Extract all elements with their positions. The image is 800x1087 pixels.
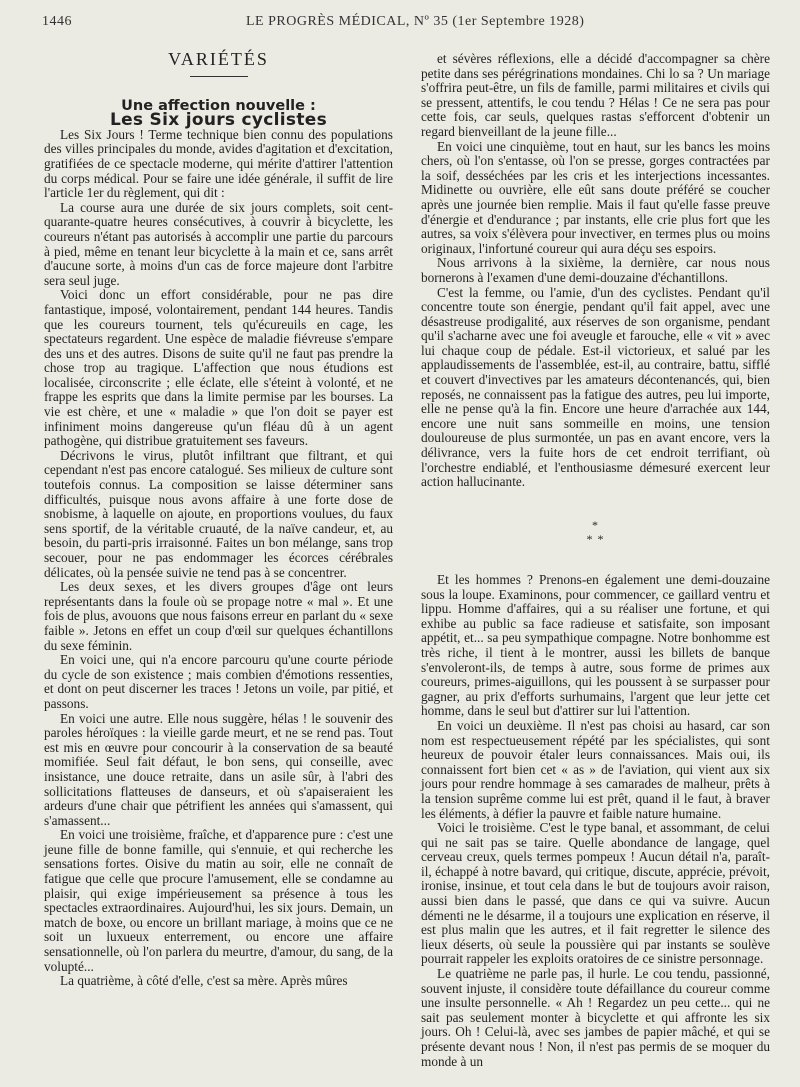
body-paragraph: Nous arrivons à la sixième, la dernière, car nous nous bornerons à l'examen d'une demi-douzaine d'échantillons.	[421, 255, 770, 285]
body-paragraph: La quatrième, à côté d'elle, c'est sa mère. Après mûres	[60, 973, 348, 989]
section-separator: * * *	[586, 517, 605, 547]
body-paragraph: Les Six Jours ! Terme technique bien connu des populations des villes principales du monde, avides d'agitation et d'excitation, gratifiées de ce spectacle moderne, qui mérite d'attirer l'attention du corps médical. Pour se faire une idée générale, il suffit de lire l'article 1er du règlement, qui dit :	[44, 126, 393, 201]
article-subtitle: Une affection nouvelle :	[121, 97, 316, 114]
body-paragraph: Voici donc un effort considérable, pour ne pas dire fantastique, imposé, volontairement, pendant 144 heures. Tandis que les coureurs tournent, tels qu'écureuils en cage, les spectateurs regardent. Une espèce de maladie fiévreuse s'empare des uns et des autres. Disons de suite qu'il ne faut pas prendre la chose trop au tragique. L'affection que nous étudions est localisée, circonscrite ; elle éclate, elle s'éteint à volonté, et ne frappe les esprits que dans la limite permise par les bourses. La vie est chère, et une « maladie » que l'on doit se payer est infiniment moins dangereuse qu'un fléau dû à un agent pathogène, qui distribue gratuitement ses faveurs.	[44, 287, 393, 449]
running-header	[0, 14, 800, 36]
body-paragraph: et sévères réflexions, elle a décidé d'accompagner sa chère petite dans ses pérégrinations mondaines. Chi lo sa ? Un mariage s'offrira peut-être, un fils de famille, parmi militaires et civils qui se pressent, attentifs, le cou tendu ? Hélas ! Ce ne sera pas pour cette fois, car seuls, quelques rastas s'efforcent d'obtenir un regard bienveillant de la jeune fille...	[421, 51, 770, 139]
body-paragraph: En voici une troisième, fraîche, et d'apparence pure : c'est une jeune fille de bonne famille, qui s'ennuie, et qui recherche les sensations fortes. Oisive du matin au soir, elle ne connaît de fatigue que celle que procure l'amusement, elle se condamne au plaisir, qui exige impérieusement sa présence à tous les spectacles extraordinaires. Aujourd'hui, les six jours. Demain, un match de boxe, ou encore un brillant mariage, à moins que ce ne soit un luxueux enterrement, ou encore une affaire sensationnelle, où l'on parlera du meurtre, d'amour, du sang, de la volupté...	[44, 827, 393, 974]
body-paragraph: C'est la femme, ou l'amie, d'un des cyclistes. Pendant qu'il concentre toute son énergie, pendant qu'il fait appel, avec une désastreuse prodigalité, aux réserves de son organisme, pendant qu'il s'acharne avec une foi aveugle et farouche, elle « vit » avec lui chaque coup de pédale. Est-il victorieux, et salué par les applaudissements de l'assemblée, est-il, au contraire, battu, sifflé et couvert d'invectives par les amateurs décontenancés, qui, bien reposés, ne connaissent pas la fatigue des autres, peu lui importe, elle ne pense qu'à la fin. Encore une heure d'arrachée aux 144, encore une nuit sans sommeille en moins, une tension douloureuse de plus surmontée, un pas en avant encore, vers la délivrance, vers la fuite hors de cet endroit terrifiant, où l'orchestre endiablé, et l'enthousiasme démesuré exercent leur action hallucinante.	[421, 284, 770, 490]
body-paragraph: En voici une cinquième, tout en haut, sur les bancs les moins chers, où l'on s'entasse, où l'on se presse, gorges contractées par la soif, desséchées par les cris et les interjections incessantes. Midinette ou ouvrière, elle eût sans doute préféré se coucher après une journée bien remplie. Mais il faut qu'elle fasse preuve d'énergie et d'endurance ; par instants, elle crie plus fort que les autres, sa voix s'élèvera pour invectiver, en termes plus ou moins originaux, l'infortuné coureur qui aura déçu ses espoirs.	[421, 138, 770, 256]
body-paragraph: En voici un deuxième. Il n'est pas choisi au hasard, car son nom est respectueusement répété par les spécialistes, qui sont heureux de pouvoir étaler leurs connaissances. Mais oui, ils connaissent fort bien cet « as » de l'aviation, qui vient aux six jours pour rendre hommage à ses camarades de malheur, prêts à la tension suprême comme lui est prêt, quand il le faut, à braver les éléments, à défier la pauvre et faible nature humaine.	[421, 717, 770, 821]
left-column	[44, 49, 393, 989]
section-heading: VARIÉTÉS	[168, 49, 269, 69]
heading-rule	[190, 76, 248, 77]
body-paragraph: La course aura une durée de six jours complets, soit cent-quarante-quatre heures consécutives, à couvrir à bicyclette, les coureurs n'étant pas autorisés à accomplir une partie du parcours à pied, même en tenant leur bicyclette à la main et ce, sans arrêt d'aucune sorte, à moins d'un cas de force majeure dont l'arbitre sera seul juge.	[44, 199, 393, 288]
body-paragraph: Le quatrième ne parle pas, il hurle. Le cou tendu, passionné, souvent injuste, il considère toute défaillance du coureur comme une insulte personnelle. « Ah ! Regardez un peu cette... qui ne sait pas seulement monter à bicyclette et qui affronte les six jours. Oh ! Celui-là, avec ses jambes de papier mâché, et qui se présente devant nous ! Non, il n'est pas permis de se moquer du monde à un	[421, 966, 770, 1069]
running-title: LE PROGRÈS MÉDICAL, Nº 35 (1er Septembre 1928)	[246, 14, 585, 29]
body-paragraph: En voici une autre. Elle nous suggère, hélas ! le souvenir des paroles héroïques : la vieille garde meurt, et ne se rend pas. Tout est mis en œuvre pour concourir à la conservation de sa beauté momifiée. Seul fait défaut, le bon sens, qui conseille, avec insistance, une douce retraite, dans un asile sûr, à l'abri des sollicitations flatteuses de danseurs, et où s'apaiseraient les ardeurs d'une chair que pétrifient les années qui s'amassent, qui s'amassent...	[44, 710, 393, 828]
article-title: Les Six jours cyclistes	[109, 110, 328, 131]
body-paragraph: Les deux sexes, et les divers groupes d'âge ont leurs représentants dans la foule où se propage notre « mal ». Et une fois de plus, avouons que nous faisons erreur en parlant du « sexe faible ». Jetons en effet un coup d'œil sur quelques échantillons du sexe féminin.	[44, 579, 393, 653]
page-number: 1446	[42, 14, 72, 29]
body-paragraph: Décrivons le virus, plutôt infiltrant que filtrant, et qui cependant n'est pas encore catalogué. Ses milieux de culture sont toutefois connus. La composition se laisse déterminer sans difficultés, puisque nous avons affaire à une forte dose de snobisme, à laquelle on ajoute, en proportions voulues, du faux sens sportif, de la véritable cruauté, de la naïve candeur, et, au besoin, du parti-pris irraisonné. Faites un bon mélange, sans trop secouer, pour ne pas endommager les écorces cérébrales délicates, où la pensée suivie ne tend pas à se concentrer.	[44, 447, 393, 580]
body-paragraph: En voici une, qui n'a encore parcouru qu'une courte période du cycle de son existence ; mais combien d'émotions ressenties, et dont on peut discerner les traces ! Jetons un voile, par pitié, et passons.	[44, 652, 393, 711]
body-paragraph: Voici le troisième. C'est le type banal, et assommant, de celui qui ne sait pas se taire. Quelle abondance de langage, quel cerveau creux, quels termes pompeux ! Aucun détail n'a, paraît-il, échappé à notre bavard, qui critique, discute, apprécie, prévoit, ironise, insinue, et tout cela dans le but de toujours avoir raison, aussi bien dans le passé, que dans ce qui va suivre. Aucun démenti ne le désarme, il a toujours une explication en réserve, il est plus malin que les autres, et il fait regretter le silence des lieux déserts, où seule la poussière qui par instants se soulève pourrait rappeler les exploits oratoires de ce sinistre personnage.	[421, 820, 770, 967]
right-column	[421, 52, 770, 1069]
body-paragraph: Et les hommes ? Prenons-en également une demi-douzaine sous la loupe. Examinons, pour commencer, ce gaillard ventru et lippu. Homme d'affaires, qui a su réaliser une fortune, et qui exhibe au public sa face radieuse et satisfaite, son imposant appétit, et... sa peu sympathique compagne. Notre bonhomme est très riche, il tient à le montrer, aussi les billets de banque s'envoleront-ils, de temps à autre, sous forme de primes aux coureurs, primes-aiguillons, qui les poussent à se surpasser pour gagner, au prix d'efforts surhumains, l'argent que leur jette cet homme, dans le seul but d'attirer sur lui l'attention.	[421, 572, 770, 719]
